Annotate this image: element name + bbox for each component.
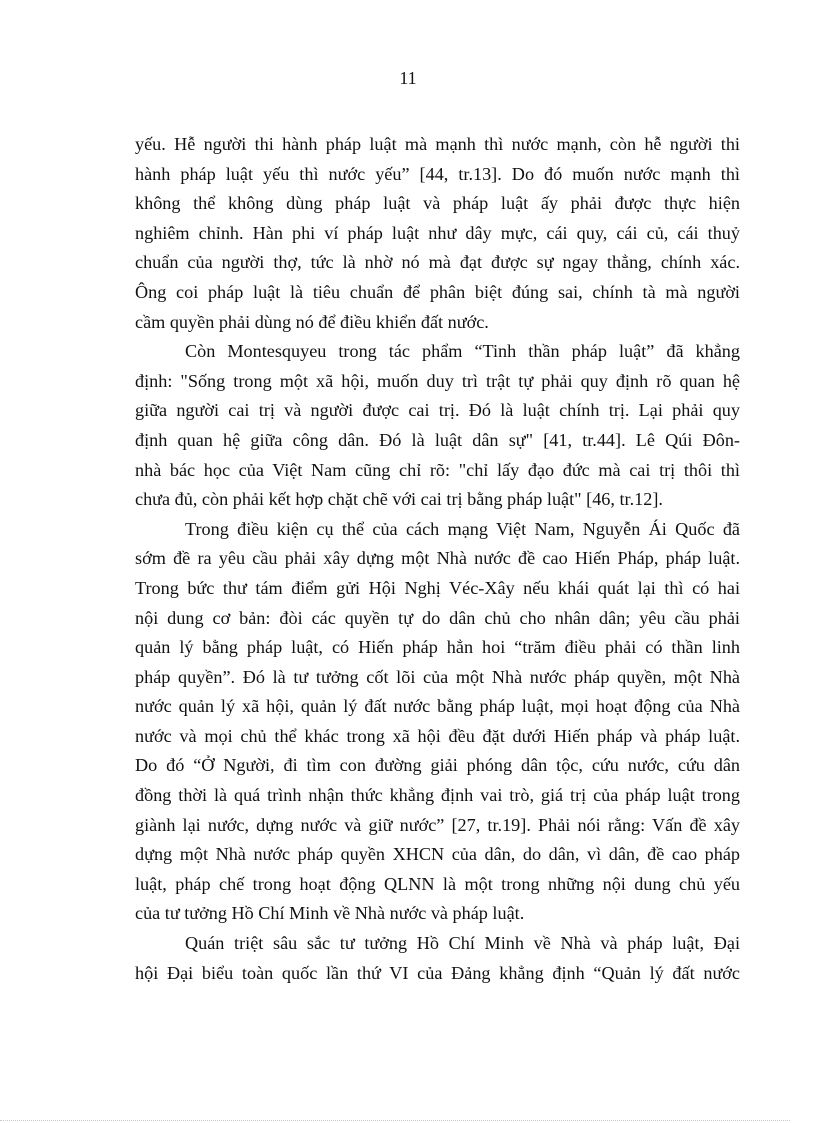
text-line: nước và mọi chủ thể khác trong xã hội đều đặt dưới Hiến pháp và pháp luật. xyxy=(135,725,740,746)
text-line: quản lý bằng pháp luật, có Hiến pháp hẳn hoi “trăm điều phải có thần linh xyxy=(135,637,740,658)
text-line: định: "Sống trong một xã hội, muốn duy trì trật tự phải quy định rõ quan hệ xyxy=(135,370,740,391)
text-line: nhà bác học của Việt Nam cũng chỉ rõ: "chỉ lấy đạo đức mà cai trị thôi thì xyxy=(135,459,740,480)
text-line: cầm quyền phải dùng nó để điều khiển đất nước. xyxy=(135,311,489,332)
text-line: đồng thời là quá trình nhận thức khẳng định vai trò, giá trị của pháp luật trong xyxy=(135,785,740,806)
text-line: Trong điều kiện cụ thể của cách mạng Việt Nam, Nguyễn Ái Quốc đã xyxy=(185,518,740,539)
text-line: không thể không dùng pháp luật và pháp luật ấy phải được thực hiện xyxy=(135,193,740,214)
text-line: Còn Montesquyeu trong tác phẩm “Tinh thần pháp luật” đã khẳng xyxy=(185,341,740,362)
text-line: Trong bức thư tám điểm gửi Hội Nghị Véc-Xây nếu khái quát lại thì có hai xyxy=(135,577,740,598)
text-line: định quan hệ giữa công dân. Đó là luật dân sự" [41, tr.44]. Lê Qúi Đôn- xyxy=(135,429,740,450)
text-line: hành pháp luật yếu thì nước yếu” [44, tr.13]. Do đó muốn nước mạnh thì xyxy=(135,163,740,184)
text-line: Quán triệt sâu sắc tư tưởng Hồ Chí Minh về Nhà và pháp luật, Đại xyxy=(185,933,740,954)
text-line: hội Đại biểu toàn quốc lần thứ VI của Đảng khẳng định “Quản lý đất nước xyxy=(135,962,740,983)
body-text xyxy=(135,130,740,988)
text-line: nghiêm chỉnh. Hàn phi ví pháp luật như dây mực, cái quy, cái củ, cái thuỷ xyxy=(135,222,740,243)
text-line: dựng một Nhà nước pháp quyền XHCN của dân, do dân, vì dân, đề cao pháp xyxy=(135,844,740,865)
text-line: luật, pháp chế trong hoạt động QLNN là một trong những nội dung chủ yếu xyxy=(135,873,740,894)
page-number: 11 xyxy=(399,68,417,88)
text-line: Do đó “Ở Người, đi tìm con đường giải phóng dân tộc, cứu nước, cứu dân xyxy=(135,755,740,776)
text-line: sớm đề ra yêu cầu phải xây dựng một Nhà nước đề cao Hiến Pháp, pháp luật. xyxy=(135,548,740,569)
text-line: yếu. Hễ người thi hành pháp luật mà mạnh thì nước mạnh, còn hễ người thi xyxy=(135,134,740,154)
text-line: của tư tưởng Hồ Chí Minh về Nhà nước và pháp luật. xyxy=(135,903,525,924)
text-line: chuẩn của người thợ, tức là nhờ nó mà đạt được sự ngay thẳng, chính xác. xyxy=(135,252,740,273)
text-line: giữa người cai trị và người được cai trị. Đó là luật chính trị. Lại phải quy xyxy=(135,400,740,421)
text-line: pháp quyền”. Đó là tư tưởng cốt lõi của một Nhà nước pháp quyền, một Nhà xyxy=(135,666,740,687)
text-line: nội dung cơ bản: đòi các quyền tự do dân chủ cho nhân dân; yêu cầu phải xyxy=(135,607,740,628)
text-line: giành lại nước, dựng nước và giữ nước” [27, tr.19]. Phải nói rằng: Vấn đề xây xyxy=(135,814,740,835)
page-bottom-divider xyxy=(0,1120,790,1121)
text-line: nước quản lý xã hội, quản lý đất nước bằng pháp luật, mọi hoạt động của Nhà xyxy=(135,696,740,717)
text-line: Ông coi pháp luật là tiêu chuẩn để phân biệt đúng sai, chính tà mà người xyxy=(135,281,740,302)
text-line: chưa đủ, còn phải kết hợp chặt chẽ với cai trị bằng pháp luật" [46, tr.12]. xyxy=(135,489,663,510)
